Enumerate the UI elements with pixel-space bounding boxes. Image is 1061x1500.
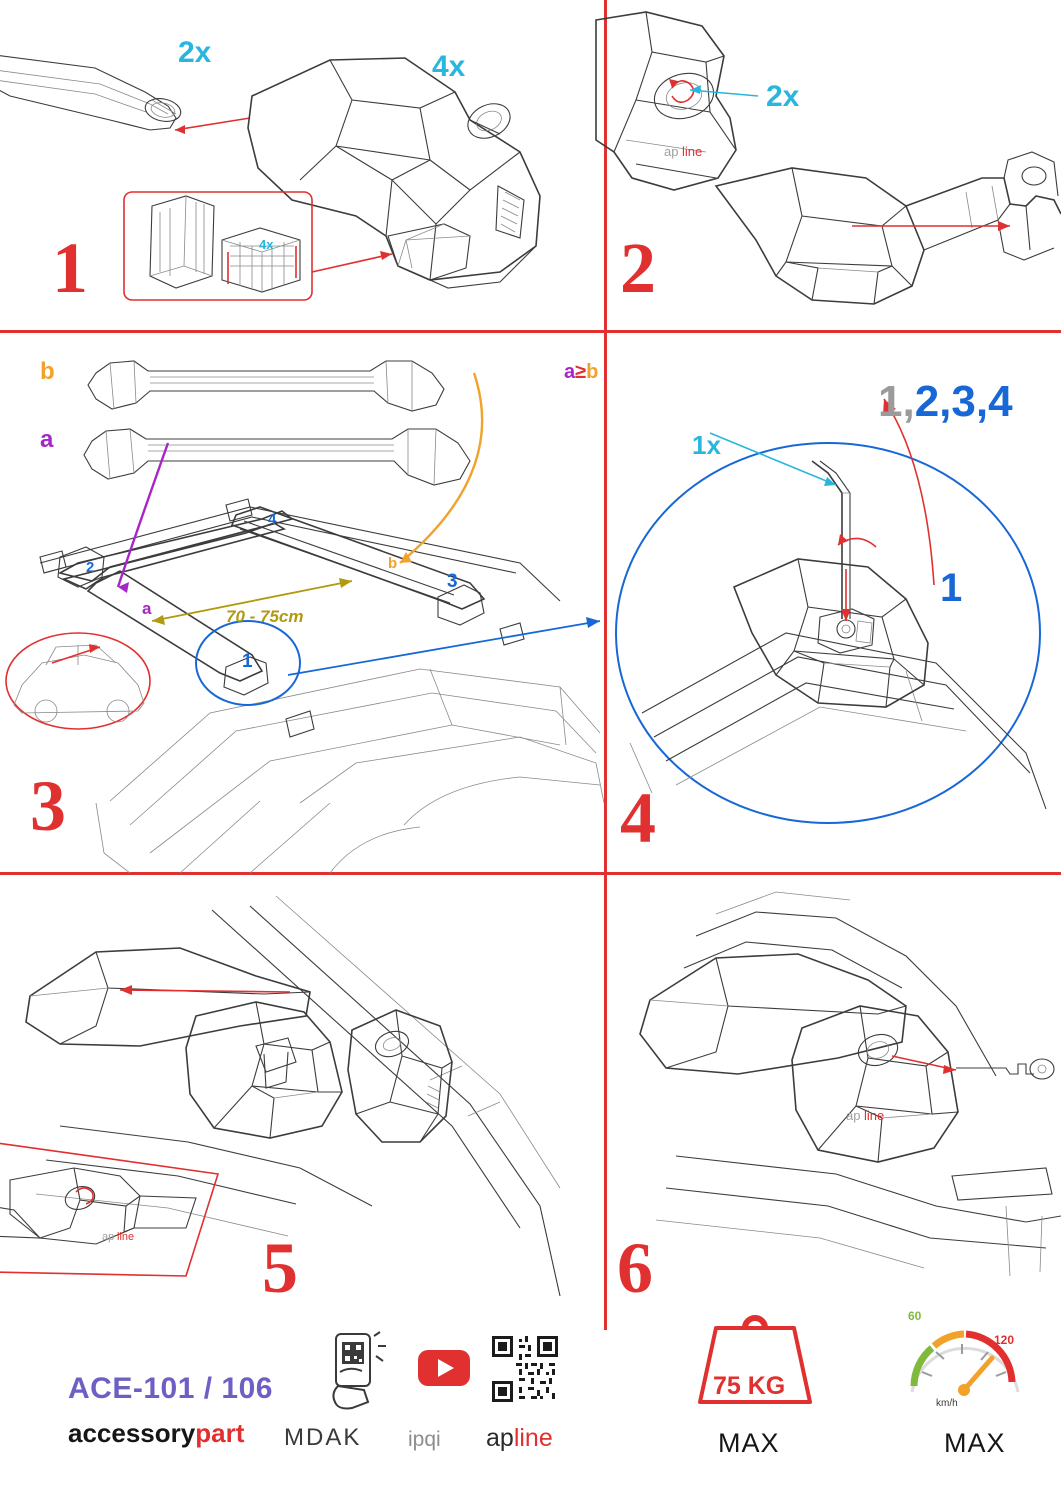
compare-b: b xyxy=(586,361,599,383)
weight-value: 75 KG xyxy=(713,1372,786,1400)
step3-bar-a-label: a xyxy=(40,426,54,453)
step-1-number: 1 xyxy=(52,228,86,308)
step2-screw-qty: 2x xyxy=(766,80,800,113)
svg-text:ap: ap xyxy=(846,1108,861,1123)
brand-part: part xyxy=(195,1418,245,1448)
brand-accessory: accessory xyxy=(68,1418,196,1448)
step4-tool-qty: 1x xyxy=(692,430,721,460)
step4-tighten-order xyxy=(878,377,1013,426)
step3-front-bar-letter: a xyxy=(142,599,152,618)
step-6-number: 6 xyxy=(617,1228,651,1308)
svg-text:line: line xyxy=(117,1231,135,1243)
youtube-icon[interactable] xyxy=(416,1348,472,1388)
step3-corner-1: 1 xyxy=(242,651,253,672)
step4-tighten-first: 1 xyxy=(940,566,963,610)
speed-unit: km/h xyxy=(936,1398,958,1409)
logo-apline xyxy=(486,1424,553,1453)
brand-name xyxy=(68,1418,244,1449)
step-5-number: 5 xyxy=(262,1228,296,1308)
tighten-order-first: 1, xyxy=(878,377,915,426)
step3-compare-expression xyxy=(564,362,598,382)
step1-pad-qty: 4x xyxy=(259,237,274,252)
step-5-illustration xyxy=(0,876,604,1296)
step-6-illustration xyxy=(606,876,1061,1296)
step3-corner-3: 3 xyxy=(447,571,458,592)
step-2-number: 2 xyxy=(620,228,654,308)
speed-max-text: MAX xyxy=(944,1428,1006,1458)
step-4-number: 4 xyxy=(620,778,654,858)
step3-corner-4: 4 xyxy=(268,511,277,528)
step3-spacing-dimension: 70 - 75cm xyxy=(226,607,304,626)
model-code: ACE-101 / 106 xyxy=(68,1372,273,1405)
step1-endcap-qty: 2x xyxy=(178,36,212,69)
svg-text:ap: ap xyxy=(664,144,679,159)
step-3-illustration xyxy=(0,333,604,873)
step1-foot-qty: 4x xyxy=(432,50,466,83)
weight-max-label: MAX xyxy=(718,1428,780,1458)
logo-mdak: MDAK xyxy=(284,1424,362,1451)
logo-line: line xyxy=(513,1424,553,1452)
compare-operator: ≥ xyxy=(575,361,587,383)
step-2-illustration xyxy=(606,0,1061,330)
logo-ipqi: ipqi xyxy=(408,1428,441,1451)
compare-a: a xyxy=(564,361,576,383)
step-1-illustration xyxy=(0,0,604,330)
svg-text:line: line xyxy=(682,144,703,159)
step3-bar-b-label: b xyxy=(40,358,55,385)
qr-code-icon xyxy=(492,1336,558,1402)
speed-max-label: 120 xyxy=(994,1333,1015,1347)
tighten-order-rest: 2,3,4 xyxy=(914,377,1013,426)
logo-ap: ap xyxy=(486,1424,514,1452)
qr-phone-icon xyxy=(318,1330,408,1410)
speed-min-label: 60 xyxy=(908,1309,922,1323)
svg-text:line: line xyxy=(864,1108,885,1123)
svg-text:ap: ap xyxy=(102,1231,115,1243)
step3-rear-bar-letter: b xyxy=(388,555,398,572)
step-3-number: 3 xyxy=(30,766,64,846)
step3-corner-2: 2 xyxy=(86,559,95,576)
